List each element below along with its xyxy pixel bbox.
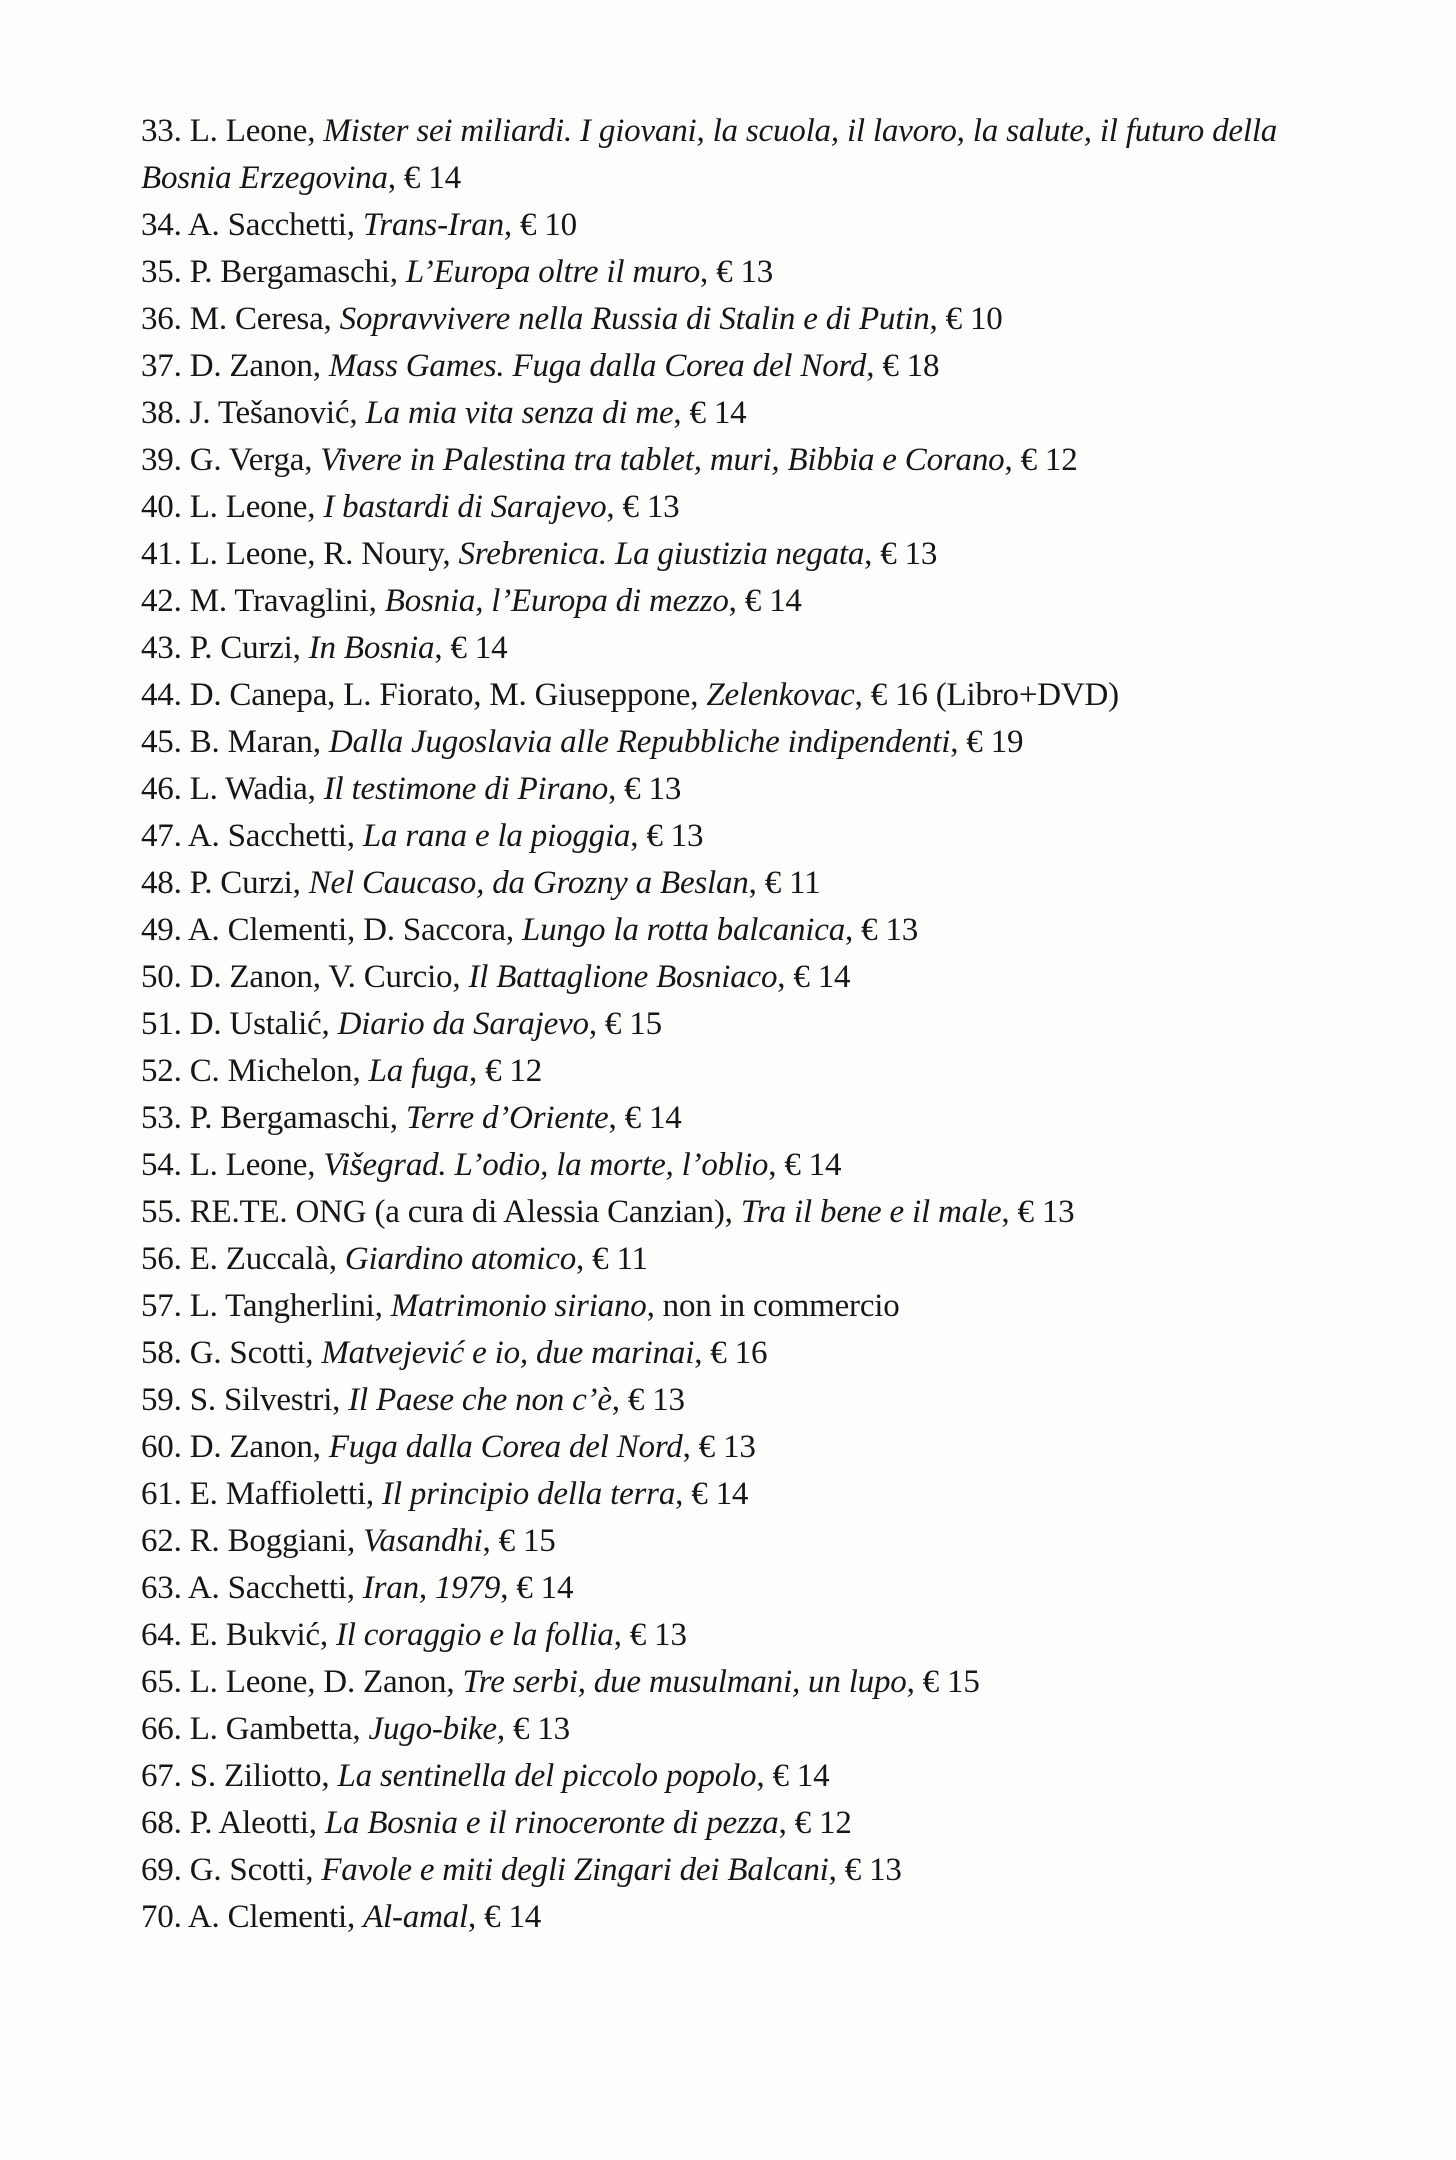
book-entry (141, 484, 1315, 531)
entry-price: , € 14 (468, 1899, 542, 1935)
entry-number-authors: 56. E. Zuccalà, (141, 1241, 345, 1277)
entry-number-authors: 60. D. Zanon, (141, 1429, 329, 1465)
book-entry (141, 1424, 1315, 1471)
entry-title: Il testimone di Pirano (323, 771, 609, 807)
entry-title: Matvejević e io, due marinai (321, 1335, 695, 1371)
entry-title: Al-amal (363, 1899, 469, 1935)
entry-title: Dalla Jugoslavia alle Repubbliche indipendenti (328, 724, 951, 760)
entry-price: , € 15 (906, 1664, 980, 1700)
entry-title: Iran, 1979 (362, 1570, 501, 1606)
book-entry (141, 531, 1315, 578)
catalog-page (141, 108, 1315, 1941)
entry-title: Mass Games. Fuga dalla Corea del Nord (328, 348, 867, 384)
entry-price: , € 12 (468, 1053, 543, 1089)
entry-price: , € 12 (778, 1805, 852, 1841)
entry-title: La mia vita senza di me (365, 395, 674, 431)
book-entry (141, 1048, 1315, 1095)
entry-number-authors: 34. A. Sacchetti, (141, 207, 363, 243)
entry-number-authors: 69. G. Scotti, (141, 1852, 322, 1888)
book-entry (141, 343, 1315, 390)
book-entry (141, 907, 1315, 954)
entry-number-authors: 57. L. Tangherlini, (141, 1288, 391, 1324)
entry-title: Fuga dalla Corea del Nord (328, 1429, 683, 1465)
entry-number-authors: 53. P. Bergamaschi, (141, 1100, 406, 1136)
entry-price: , € 19 (950, 724, 1024, 760)
entry-number-authors: 45. B. Maran, (141, 724, 329, 760)
entry-number-authors: 33. L. Leone, (141, 113, 324, 149)
entry-number-authors: 70. A. Clementi, (141, 1899, 364, 1935)
entry-number-authors: 36. M. Ceresa, (141, 301, 340, 337)
entry-title: La fuga (368, 1053, 469, 1089)
entry-number-authors: 51. D. Ustalić, (141, 1006, 338, 1042)
book-entry (141, 1189, 1315, 1236)
book-entry (141, 1236, 1315, 1283)
entry-title: L’Europa oltre il muro (405, 254, 701, 290)
book-entry (141, 1377, 1315, 1424)
entry-title: La rana e la pioggia (362, 818, 631, 854)
entry-number-authors: 61. E. Maffioletti, (141, 1476, 383, 1512)
entry-number-authors: 40. L. Leone, (141, 489, 324, 525)
entry-price: , € 14 (387, 160, 461, 196)
entry-title: Nel Caucaso, da Grozny a Beslan (308, 865, 749, 901)
entry-price: , € 13 (828, 1852, 902, 1888)
entry-number-authors: 59. S. Silvestri, (141, 1382, 349, 1418)
book-entry (141, 1753, 1315, 1800)
entry-number-authors: 63. A. Sacchetti, (141, 1570, 363, 1606)
entry-number-authors: 54. L. Leone, (141, 1147, 324, 1183)
book-entry (141, 437, 1315, 484)
entry-price: , € 11 (576, 1241, 648, 1277)
book-entry (141, 1659, 1315, 1706)
entry-price: , € 13 (630, 818, 704, 854)
entry-number-authors: 55. RE.TE. ONG (a cura di Alessia Canzian), (141, 1194, 741, 1230)
entry-price: , € 14 (673, 395, 747, 431)
entry-title: Terre d’Oriente (405, 1100, 609, 1136)
entry-price: , € 14 (756, 1758, 830, 1794)
entry-number-authors: 65. L. Leone, D. Zanon, (141, 1664, 463, 1700)
entry-number-authors: 62. R. Boggiani, (141, 1523, 364, 1559)
entry-number-authors: 49. A. Clementi, D. Saccora, (141, 912, 522, 948)
entry-price: , € 13 (682, 1429, 756, 1465)
entry-price: , € 14 (675, 1476, 749, 1512)
book-entry (141, 390, 1315, 437)
book-entry (141, 860, 1315, 907)
book-entry (141, 625, 1315, 672)
entry-number-authors: 52. C. Michelon, (141, 1053, 369, 1089)
book-entry (141, 202, 1315, 249)
entry-number-authors: 68. P. Aleotti, (141, 1805, 325, 1841)
entry-title: Tra il bene e il male (740, 1194, 1002, 1230)
book-entry (141, 1800, 1315, 1847)
entry-price: , € 13 (1001, 1194, 1075, 1230)
entry-title: La sentinella del piccolo popolo (337, 1758, 757, 1794)
entry-title: Il Battaglione Bosniaco (468, 959, 778, 995)
book-entry (141, 1612, 1315, 1659)
entry-title: In Bosnia (308, 630, 435, 666)
entry-number-authors: 48. P. Curzi, (141, 865, 309, 901)
entry-price: , € 15 (482, 1523, 556, 1559)
entry-title: Višegrad. L’odio, la morte, l’oblio (323, 1147, 769, 1183)
entry-title: Jugo-bike (368, 1711, 497, 1747)
entry-price: , € 14 (728, 583, 802, 619)
entry-price: , € 18 (866, 348, 940, 384)
entry-price: , € 11 (748, 865, 821, 901)
entry-title: Giardino atomico (344, 1241, 577, 1277)
book-list (141, 108, 1315, 1941)
book-entry (141, 108, 1315, 202)
entry-price: , € 13 (608, 771, 682, 807)
entry-title: Il coraggio e la follia (335, 1617, 614, 1653)
book-entry (141, 1471, 1315, 1518)
entry-title: Srebrenica. La giustizia negata (458, 536, 865, 572)
entry-number-authors: 47. A. Sacchetti, (141, 818, 363, 854)
entry-title: Favole e miti degli Zingari dei Balcani (321, 1852, 829, 1888)
entry-title: Diario da Sarajevo (337, 1006, 589, 1042)
entry-price: , non in commercio (646, 1288, 900, 1324)
book-entry (141, 1283, 1315, 1330)
entry-price: , € 13 (613, 1617, 687, 1653)
book-entry (141, 1518, 1315, 1565)
entry-number-authors: 44. D. Canepa, L. Fiorato, M. Giuseppone, (141, 677, 707, 713)
entry-number-authors: 38. J. Tešanović, (141, 395, 366, 431)
entry-price: , € 13 (700, 254, 774, 290)
entry-number-authors: 50. D. Zanon, V. Curcio, (141, 959, 469, 995)
book-entry (141, 766, 1315, 813)
entry-price: , € 14 (768, 1147, 842, 1183)
entry-title: Il principio della terra (382, 1476, 676, 1512)
book-entry (141, 1847, 1315, 1894)
entry-price: , € 12 (1004, 442, 1078, 478)
book-entry (141, 1565, 1315, 1612)
book-entry (141, 578, 1315, 625)
entry-title: Sopravvivere nella Russia di Stalin e di Putin (339, 301, 930, 337)
entry-title: Trans-Iran (362, 207, 504, 243)
entry-price: , € 13 (864, 536, 938, 572)
book-entry (141, 719, 1315, 766)
book-entry (141, 672, 1315, 719)
entry-title: Tre serbi, due musulmani, un lupo (462, 1664, 907, 1700)
entry-price: , € 10 (503, 207, 577, 243)
entry-title: Vivere in Palestina tra tablet, muri, Bibbia e Corano (320, 442, 1005, 478)
entry-price: , € 10 (929, 301, 1003, 337)
entry-number-authors: 35. P. Bergamaschi, (141, 254, 406, 290)
entry-number-authors: 67. S. Ziliotto, (141, 1758, 338, 1794)
entry-price: , € 16 (694, 1335, 768, 1371)
entry-price: , € 16 (Libro+DVD) (854, 677, 1119, 713)
entry-price: , € 13 (606, 489, 680, 525)
entry-number-authors: 43. P. Curzi, (141, 630, 309, 666)
book-entry (141, 1095, 1315, 1142)
entry-number-authors: 64. E. Bukvić, (141, 1617, 336, 1653)
entry-number-authors: 42. M. Travaglini, (141, 583, 385, 619)
entry-price: , € 14 (434, 630, 508, 666)
entry-title: I bastardi di Sarajevo (323, 489, 607, 525)
entry-title: Lungo la rotta balcanica (521, 912, 846, 948)
book-entry (141, 296, 1315, 343)
book-entry (141, 1706, 1315, 1753)
entry-number-authors: 58. G. Scotti, (141, 1335, 322, 1371)
book-entry (141, 813, 1315, 860)
entry-title: Bosnia, l’Europa di mezzo (384, 583, 729, 619)
book-entry (141, 1142, 1315, 1189)
entry-number-authors: 39. G. Verga, (141, 442, 321, 478)
entry-price: , € 14 (608, 1100, 682, 1136)
entry-price: , € 15 (588, 1006, 662, 1042)
entry-price: , € 13 (611, 1382, 685, 1418)
book-entry (141, 954, 1315, 1001)
entry-title: Mister sei miliardi. I giovani, la scuola, il lavoro, la salute, il futuro della Bosnia Erzegovina (141, 113, 1278, 196)
entry-price: , € 13 (845, 912, 919, 948)
entry-title: Zelenkovac (706, 677, 855, 713)
entry-price: , € 14 (500, 1570, 574, 1606)
entry-price: , € 14 (777, 959, 851, 995)
entry-title: Il Paese che non c’è (348, 1382, 612, 1418)
book-entry (141, 249, 1315, 296)
book-entry (141, 1001, 1315, 1048)
entry-title: Vasandhi (363, 1523, 483, 1559)
entry-title: Matrimonio siriano (390, 1288, 647, 1324)
entry-title: La Bosnia e il rinoceronte di pezza (324, 1805, 779, 1841)
entry-price: , € 13 (496, 1711, 570, 1747)
entry-number-authors: 37. D. Zanon, (141, 348, 329, 384)
book-entry (141, 1894, 1315, 1941)
entry-number-authors: 46. L. Wadia, (141, 771, 324, 807)
book-entry (141, 1330, 1315, 1377)
entry-number-authors: 66. L. Gambetta, (141, 1711, 369, 1747)
entry-number-authors: 41. L. Leone, R. Noury, (141, 536, 459, 572)
